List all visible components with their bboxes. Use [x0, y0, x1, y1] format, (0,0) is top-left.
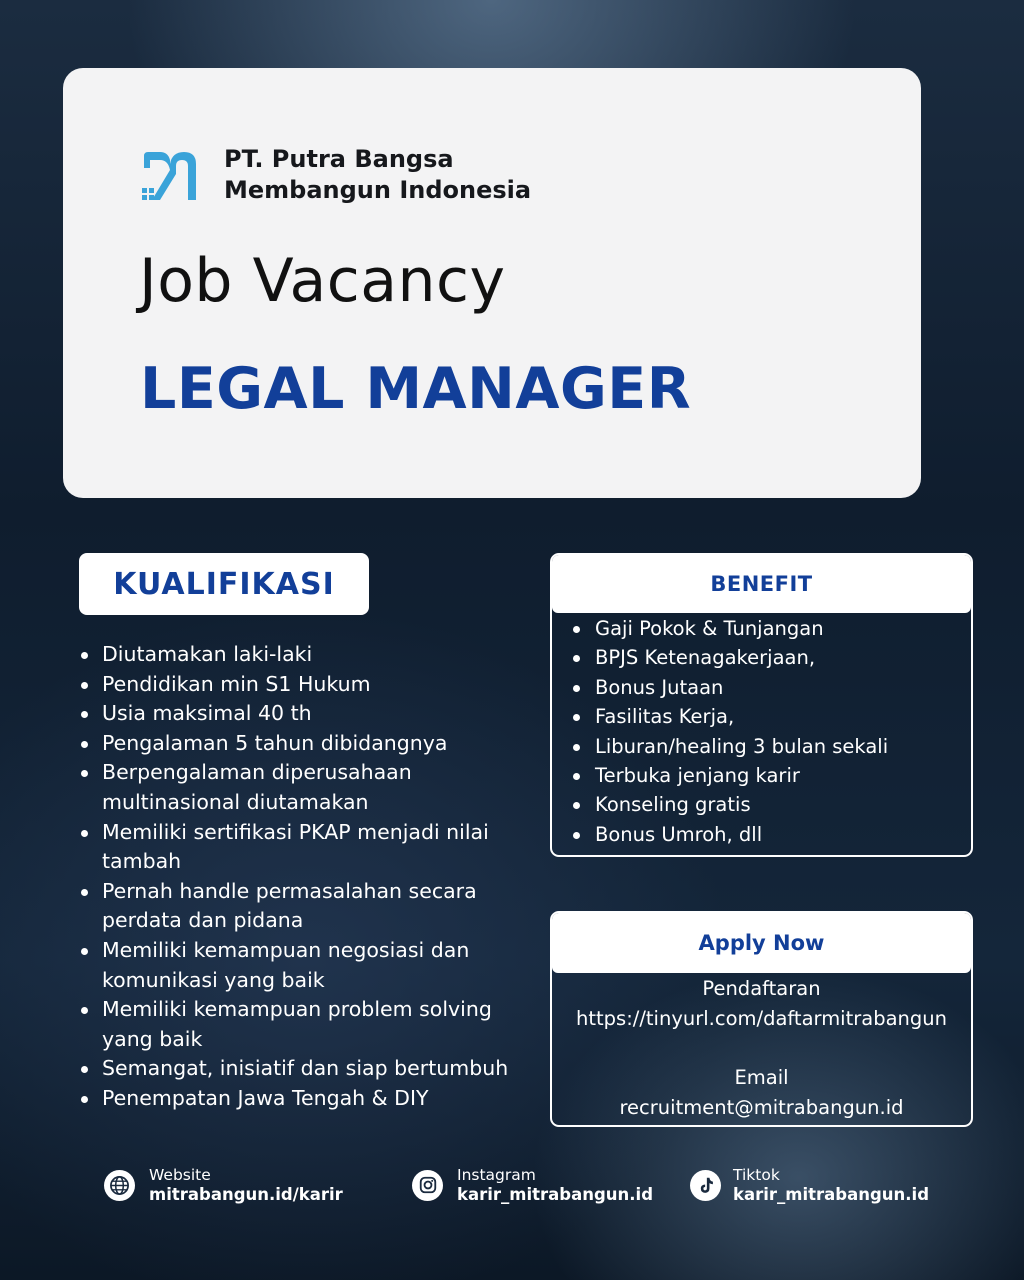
list-item: Berpengalaman diperusahaan multinasional diutamakan	[78, 758, 538, 817]
benefit-title: BENEFIT	[552, 555, 971, 613]
tiktok-label: Tiktok	[733, 1166, 780, 1184]
company-logo-icon	[140, 150, 198, 206]
list-item: Memiliki sertifikasi PKAP menjadi nilai tambah	[78, 818, 538, 877]
list-item: Memiliki kemampuan problem solving yang baik	[78, 995, 538, 1054]
apply-details	[552, 973, 971, 1123]
company-name	[224, 144, 531, 206]
list-item: Pernah handle permasalahan secara perdata dan pidana	[78, 877, 538, 936]
page-heading: Job Vacancy	[139, 246, 506, 316]
list-item: Gaji Pokok & Tunjangan	[571, 614, 971, 643]
company-name-line1: PT. Putra Bangsa	[224, 145, 454, 173]
qualifications-list	[78, 640, 538, 1114]
list-item: BPJS Ketenagakerjaan,	[571, 643, 971, 672]
apply-box	[550, 911, 973, 1127]
footer-tiktok[interactable]	[690, 1166, 929, 1204]
list-item: Usia maksimal 40 th	[78, 699, 538, 729]
email-label: Email	[734, 1066, 789, 1089]
website-label: Website	[149, 1166, 211, 1184]
list-item: Fasilitas Kerja,	[571, 702, 971, 731]
benefit-box	[550, 553, 973, 857]
list-item: Pendidikan min S1 Hukum	[78, 670, 538, 700]
list-item: Terbuka jenjang karir	[571, 761, 971, 790]
tiktok-icon	[690, 1170, 721, 1201]
tiktok-link[interactable]: karir_mitrabangun.id	[733, 1185, 930, 1204]
website-link[interactable]: mitrabangun.id/karir	[149, 1185, 343, 1204]
instagram-link[interactable]: karir_mitrabangun.id	[457, 1185, 654, 1204]
footer-website[interactable]	[104, 1166, 343, 1204]
company-name-line2: Membangun Indonesia	[224, 176, 532, 204]
registration-link[interactable]: https://tinyurl.com/daftarmitrabangun	[576, 1007, 947, 1030]
list-item: Diutamakan laki-laki	[78, 640, 538, 670]
footer-instagram[interactable]	[412, 1166, 653, 1204]
list-item: Bonus Umroh, dll	[571, 820, 971, 849]
qualifications-title: KUALIFIKASI	[79, 553, 369, 615]
apply-title: Apply Now	[552, 913, 971, 973]
list-item: Memiliki kemampuan negosiasi dan komunikasi yang baik	[78, 936, 538, 995]
header-card	[63, 68, 921, 498]
benefit-list	[552, 614, 971, 849]
email-link[interactable]: recruitment@mitrabangun.id	[619, 1096, 904, 1119]
list-item: Konseling gratis	[571, 790, 971, 819]
list-item: Penempatan Jawa Tengah & DIY	[78, 1084, 538, 1114]
instagram-icon	[412, 1170, 443, 1201]
list-item: Semangat, inisiatif dan siap bertumbuh	[78, 1054, 538, 1084]
globe-icon	[104, 1170, 135, 1201]
instagram-label: Instagram	[457, 1166, 536, 1184]
registration-label: Pendaftaran	[702, 977, 821, 1000]
list-item: Pengalaman 5 tahun dibidangnya	[78, 729, 538, 759]
list-item: Bonus Jutaan	[571, 673, 971, 702]
list-item: Liburan/healing 3 bulan sekali	[571, 732, 971, 761]
position-title: LEGAL MANAGER	[140, 356, 692, 422]
